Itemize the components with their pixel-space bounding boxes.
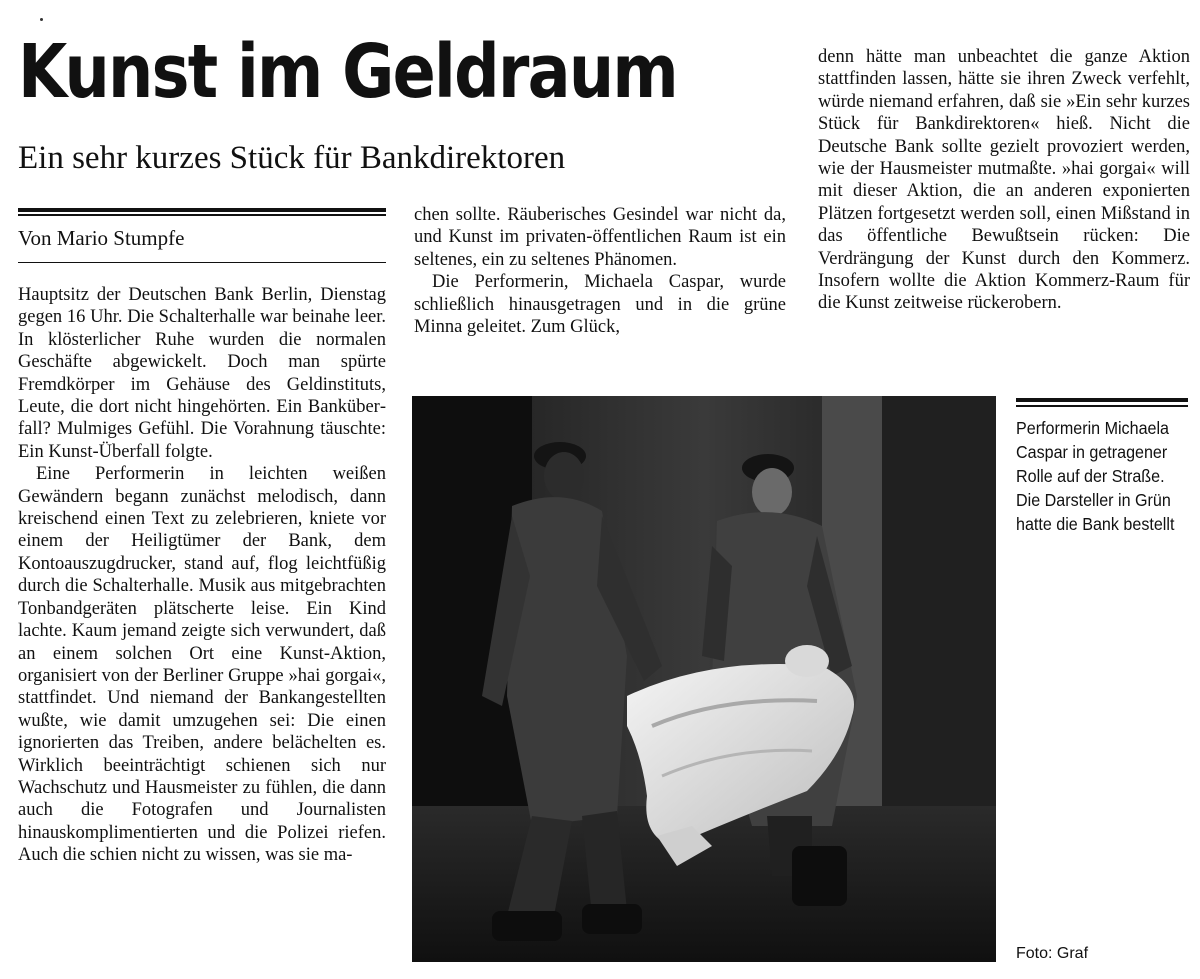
photo-illustration xyxy=(412,396,996,962)
byline-rule-top-thin xyxy=(18,214,386,216)
paragraph: chen sollte. Räuberisches Gesindel war nicht da, und Kunst im privaten-öffentlichen Raum ist ein seltenes, ein zu seltenes Phänomen. xyxy=(414,205,786,270)
print-speck xyxy=(40,18,43,21)
paragraph: Die Performerin, Michaela Caspar, wurde schließlich hinausgetragen und in die grüne Minna geleitet. Zum Glück, xyxy=(414,272,786,338)
caption-rule-thin xyxy=(1016,405,1188,407)
headline: Kunst im Geldraum xyxy=(18,29,678,115)
article-column-3 xyxy=(818,46,1190,315)
byline-rule-top xyxy=(18,208,386,212)
byline: Von Mario Stumpfe xyxy=(18,226,185,250)
paragraph: Eine Performerin in leichten weißen Gewändern begann zunächst melodisch, dann kreischend einen Text zu zelebrieren, kniete vor einem der Heiligtümer der Bank, dem Kontoauszugdrucker, stand auf, flog leichtfüßig durch die Schalterhalle. Musik aus mitgebrachten Tonbandgeräten plätscherte leise. Ein Kind lachte. Kaum jemand zeigte sich verwundert, daß an einem solchen Ort eine Kunst-Aktion, organisiert von der Berliner Gruppe »hai gorgai«, stattfindet. Und niemand der Bankangestellten wußte, wie damit umzugehen sei: Die einen ignorierten das Treiben, andere belächelten es. Wirklich beeinträchtigt schienen sich nur Wachschutz und Hausmeister zu fühlen, die dann auch die Fotografen und Journalisten hinauskomplimentierten und die Polizei riefen. Auch die schien nicht zu wissen, was sie ma- xyxy=(18,464,386,866)
article-column-2 xyxy=(414,204,786,338)
subheadline: Ein sehr kurzes Stück für Bankdirektoren xyxy=(18,140,566,176)
photo-credit: Foto: Graf xyxy=(1016,945,1089,962)
paragraph: Hauptsitz der Deutschen Bank Berlin, Dienstag gegen 16 Uhr. Die Schalterhalle war beinahe leer. In klösterlicher Ruhe wurden die normalen Geschäfte abgewickelt. Doch man spürte Fremdkörper im Gehäuse des Geldinstituts, Leute, die dort nicht hingehörten. Ein Banküberfall? Mulmiges Gefühl. Die Vorahnung täuschte: Ein Kunst-Überfall folgte. xyxy=(18,285,386,462)
paragraph: denn hätte man unbeachtet die ganze Aktion stattfinden lassen, hätte sie ihren Zweck verfehlt, würde niemand erfahren, daß sie »Ein sehr kurzes Stück für Bankdirektoren« hieß. Nicht die Deutsche Bank sollte gezielt provoziert werden, wie der Hausmeister mutmaßte. »hai gorgai« will mit dieser Aktion, die an anderen exponierten Plätzen fortgesetzt werden soll, einen Mißstand in das öffentliche Bewußtsein rücken: Die Verdrängung der Kunst durch den Kommerz. Insofern wollte die Aktion Kommerz-Raum für die Kunst zeitweise rückerobern. xyxy=(818,47,1190,314)
byline-rule-bottom xyxy=(18,262,386,263)
news-photo xyxy=(412,396,996,962)
caption-rule xyxy=(1016,398,1188,402)
photo-caption: Performerin Michaela Caspar in getragener Rolle auf der Straße. Die Darsteller in Grün hatte die Bank bestellt xyxy=(1016,418,1175,534)
article-column-1 xyxy=(18,284,386,867)
